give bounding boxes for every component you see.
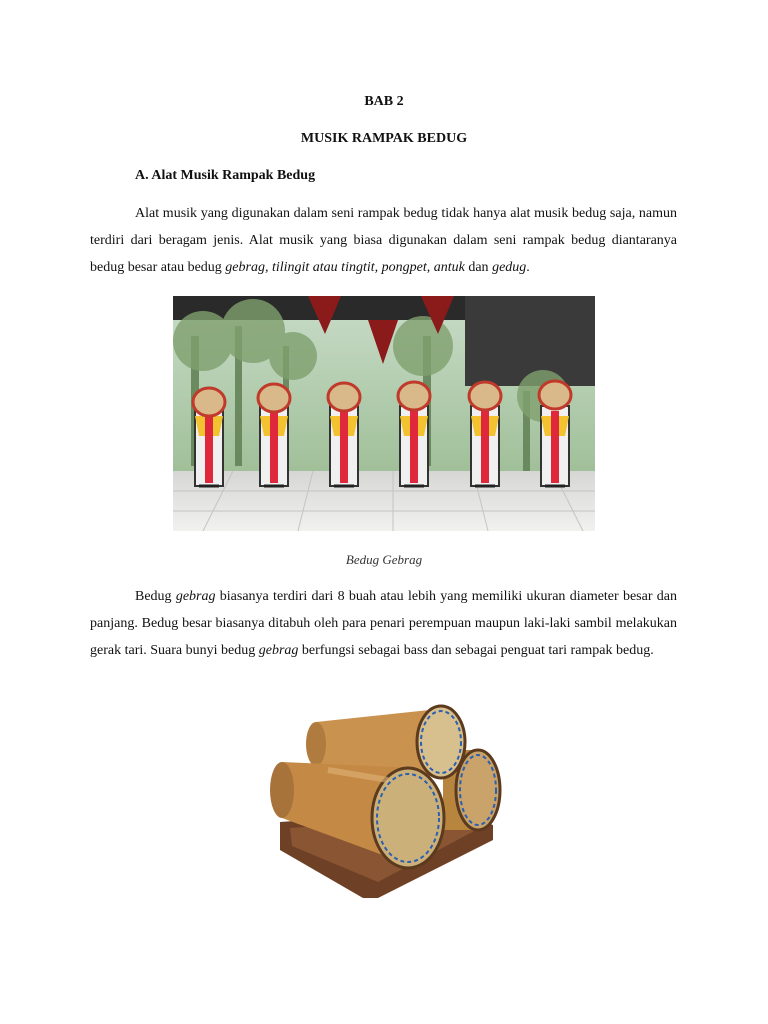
paragraph-gebrag	[90, 583, 677, 664]
paragraph-text: berfungsi sebagai bass dan sebagai penguat tari rampak bedug.	[298, 643, 654, 658]
drums-stack-photo	[268, 700, 508, 910]
paragraph-text: dan	[464, 260, 493, 275]
chapter-title: MUSIK RAMPAK BEDUG	[300, 131, 468, 146]
paragraph-text: Bedug	[135, 589, 176, 604]
paragraph-text: biasanya terdiri dari 8 buah atau lebih yang memiliki ukuran diameter besar dan panjang. Bedug besar biasanya ditabuh oleh para penari perempuan maupun laki-laki sambil melakukan gerak tari. Suara bunyi bedug	[90, 589, 678, 658]
bedug-gebrag-illustration	[173, 296, 595, 531]
paragraph-italic-term: gedug	[492, 260, 527, 275]
paragraph-italic-term: gebrag, tilingit atau tingtit, pongpet, antuk	[225, 260, 465, 275]
drums-stack-illustration	[268, 700, 508, 910]
figure-caption: Bedug Gebrag	[345, 552, 423, 567]
paragraph-text: .	[526, 260, 530, 275]
chapter-number: BAB 2	[364, 94, 404, 109]
paragraph-intro	[90, 200, 677, 281]
paragraph-text: Alat musik yang digunakan dalam seni rampak bedug tidak hanya alat musik bedug saja, namun terdiri dari beragam jenis. Alat musik yang biasa digunakan dalam seni rampak bedug diantaranya bedug besar atau bedug	[90, 206, 677, 275]
paragraph-italic-term: gebrag	[175, 589, 216, 604]
section-heading: A. Alat Musik Rampak Bedug	[135, 168, 316, 183]
paragraph-italic-term: gebrag	[258, 643, 299, 658]
bedug-gebrag-photo	[173, 296, 595, 531]
